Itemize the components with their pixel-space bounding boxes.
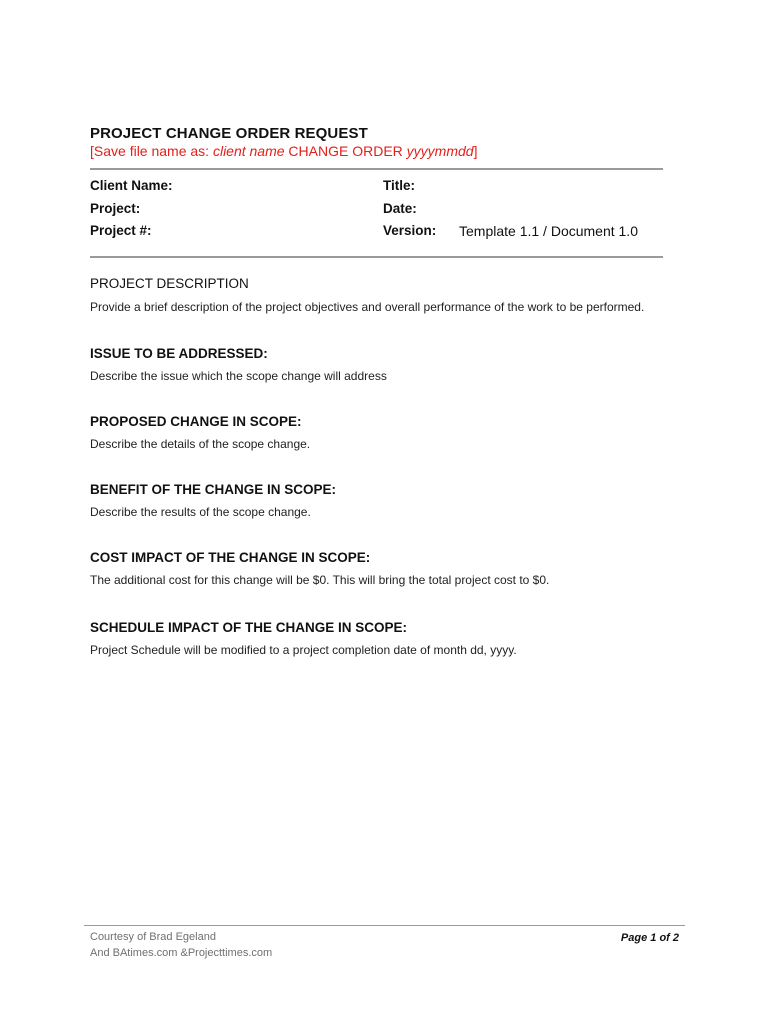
section-heading-cost-impact: COST IMPACT OF THE CHANGE IN SCOPE: xyxy=(90,550,371,565)
section-heading-project-description: PROJECT DESCRIPTION xyxy=(90,276,249,291)
title-label: Title: xyxy=(383,178,416,193)
section-body-project-description: Provide a brief description of the project objectives and overall performance of the work to be performed. xyxy=(90,300,645,314)
save-note-middle: CHANGE ORDER xyxy=(284,143,407,159)
date-label: Date: xyxy=(383,201,417,216)
version-value: Template 1.1 / Document 1.0 xyxy=(459,223,638,239)
section-heading-schedule-impact: SCHEDULE IMPACT OF THE CHANGE IN SCOPE: xyxy=(90,620,408,635)
document-title: PROJECT CHANGE ORDER REQUEST xyxy=(90,125,368,142)
section-body-cost-impact: The additional cost for this change will be $0. This will bring the total project cost to $0. xyxy=(90,573,550,587)
footer-credit-line-1: Courtesy of Brad Egeland xyxy=(90,931,216,943)
section-body-benefit: Describe the results of the scope change. xyxy=(90,505,311,519)
client-name-label: Client Name: xyxy=(90,178,173,193)
section-body-proposed-change: Describe the details of the scope change. xyxy=(90,437,311,451)
section-heading-benefit: BENEFIT OF THE CHANGE IN SCOPE: xyxy=(90,482,337,497)
save-note-client: client name xyxy=(212,143,285,159)
header-divider xyxy=(90,168,663,170)
project-label: Project: xyxy=(90,201,141,216)
section-heading-proposed-change: PROPOSED CHANGE IN SCOPE: xyxy=(90,414,302,429)
section-body-schedule-impact: Project Schedule will be modified to a project completion date of month dd, yyyy. xyxy=(90,643,517,657)
meta-divider xyxy=(90,256,663,258)
save-file-note xyxy=(90,143,477,159)
footer-credit-line-2: And BAtimes.com &Projecttimes.com xyxy=(90,947,273,959)
section-heading-issue: ISSUE TO BE ADDRESSED: xyxy=(90,346,268,361)
save-note-date: yyyymmdd xyxy=(406,143,474,159)
version-label: Version: xyxy=(383,223,437,238)
footer-divider xyxy=(84,925,685,926)
section-body-issue: Describe the issue which the scope change will address xyxy=(90,369,387,383)
save-note-prefix: [Save file name as: xyxy=(90,143,213,159)
project-number-label: Project #: xyxy=(90,223,152,238)
page-number: Page 1 of 2 xyxy=(620,932,679,944)
save-note-suffix: ] xyxy=(473,143,478,159)
